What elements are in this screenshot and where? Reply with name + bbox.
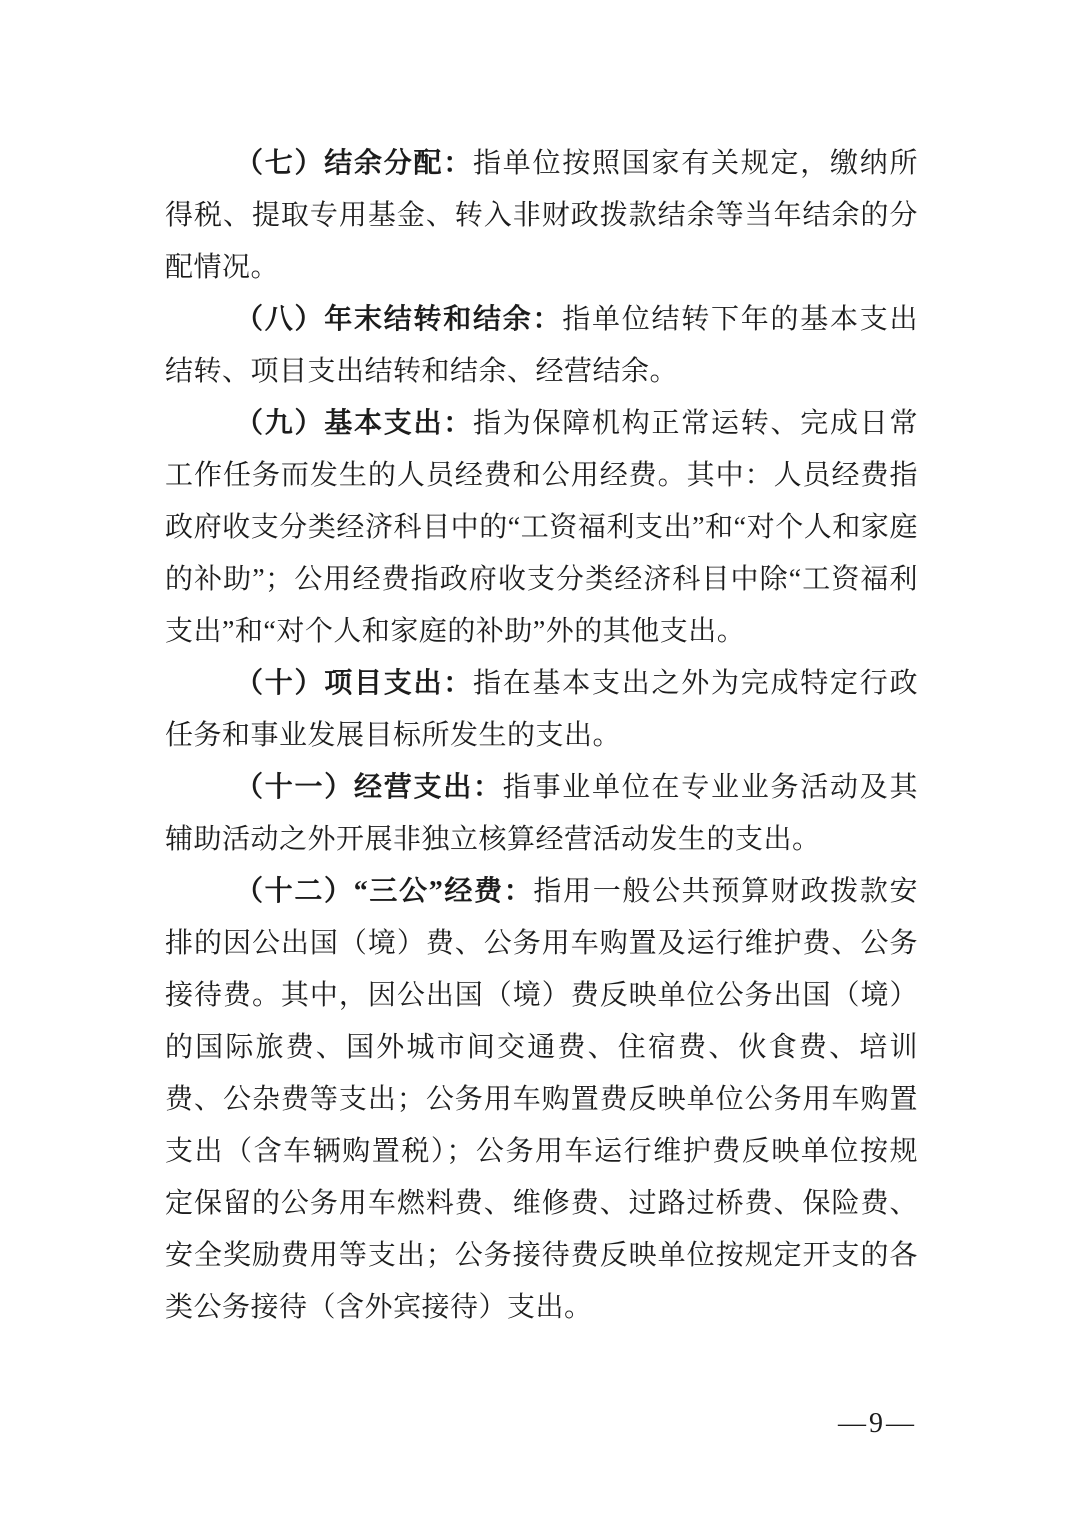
paragraph-body: 指用一般公共预算财政拨款安排的因公出国（境）费、公务用车购置及运行维护费、公务接待费。其中，因公出国（境）费反映单位公务出国（境）的国际旅费、国外城市间交通费、住宿费、伙食费、培训费、公杂费等支出；公务用车购置费反映单位公务用车购置支出（含车辆购置税）；公务用车运行维护费反映单位按规定保留的公务用车燃料费、维修费、过路过桥费、保险费、安全奖励费用等支出；公务接待费反映单位按规定开支的各类公务接待（含外宾接待）支出。 xyxy=(165,876,918,1323)
paragraph-lead: （七）结余分配： xyxy=(235,148,473,179)
paragraph-lead: （九）基本支出： xyxy=(235,408,473,439)
paragraph-lead: （十）项目支出： xyxy=(235,668,473,699)
text-body xyxy=(165,138,918,1334)
paragraph-body: 指单位按照国家有关规定，缴纳所得税、提取专用基金、转入非财政拨款结余等当年结余的分配情况。 xyxy=(165,148,918,283)
definition-paragraph-8 xyxy=(165,294,918,398)
paragraph-lead: （八）年末结转和结余： xyxy=(235,304,563,335)
definition-paragraph-9 xyxy=(165,398,918,658)
paragraph-body: 指单位结转下年的基本支出结转、项目支出结转和结余、经营结余。 xyxy=(165,304,918,387)
paragraph-body: 指在基本支出之外为完成特定行政任务和事业发展目标所发生的支出。 xyxy=(165,668,918,751)
page-number: —9— xyxy=(838,1408,917,1439)
definition-paragraph-7 xyxy=(165,138,918,294)
paragraph-body: 指事业单位在专业业务活动及其辅助活动之外开展非独立核算经营活动发生的支出。 xyxy=(165,772,918,855)
paragraph-body: 指为保障机构正常运转、完成日常工作任务而发生的人员经费和公用经费。其中：人员经费指政府收支分类经济科目中的“工资福利支出”和“对个人和家庭的补助”；公用经费指政府收支分类经济科目中除“工资福利支出”和“对个人和家庭的补助”外的其他支出。 xyxy=(165,408,918,647)
definition-paragraph-12 xyxy=(165,866,918,1334)
paragraph-lead: （十二）“三公”经费： xyxy=(235,876,534,907)
paragraph-lead: （十一）经营支出： xyxy=(235,772,503,803)
definition-paragraph-10 xyxy=(165,658,918,762)
definition-paragraph-11 xyxy=(165,762,918,866)
